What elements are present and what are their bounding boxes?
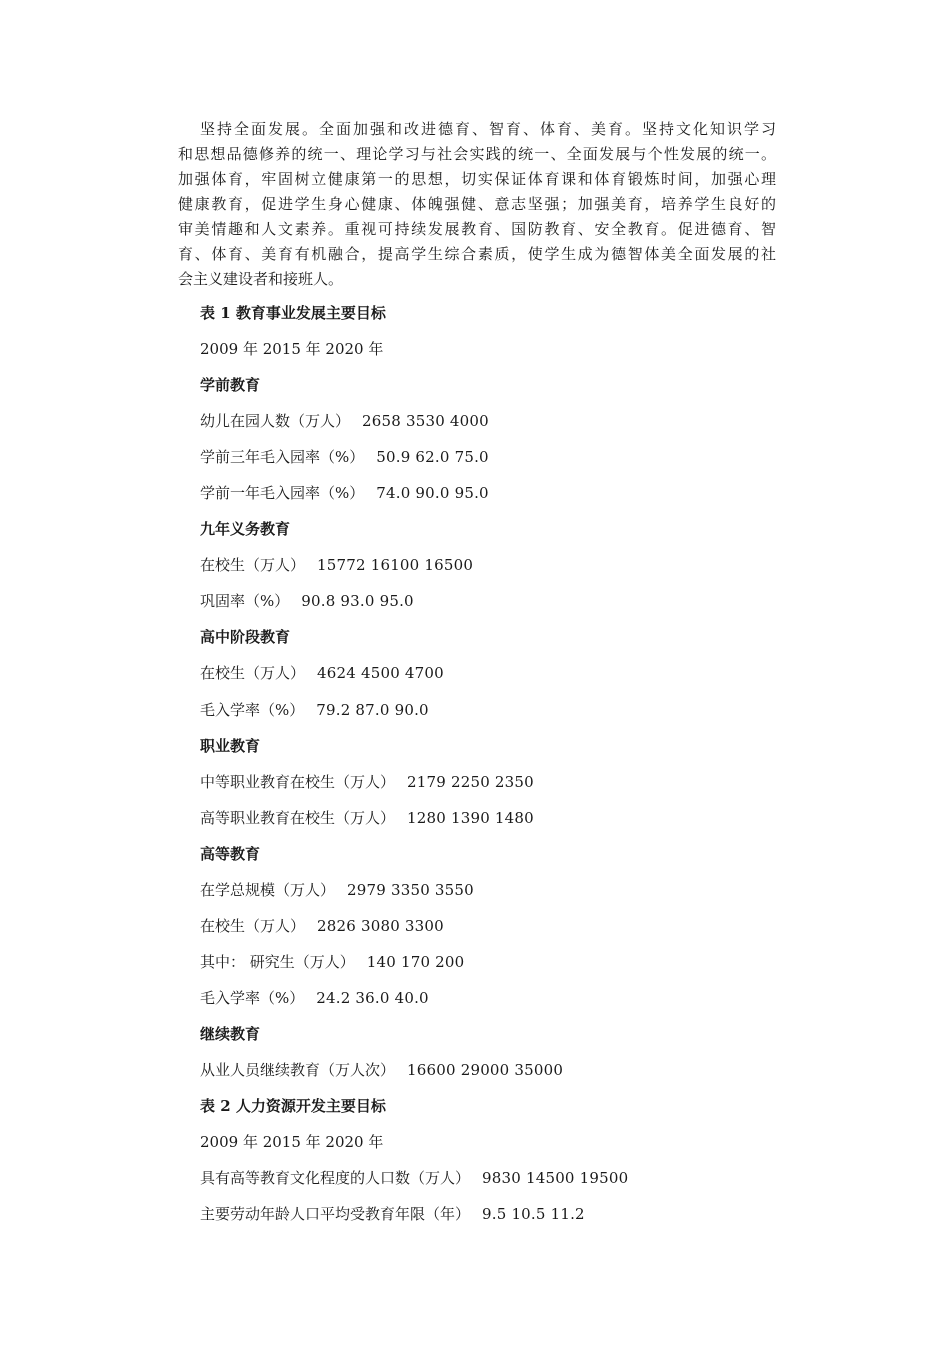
table1-title: 表 1 教育事业发展主要目标 — [200, 304, 386, 322]
row-values: 74.0 90.0 95.0 — [376, 484, 489, 502]
section-heading-continuing: 继续教育 — [200, 1025, 261, 1043]
row-values: 4624 4500 4700 — [317, 664, 444, 682]
row-values: 79.2 87.0 90.0 — [316, 701, 429, 719]
row-label: 中等职业教育在校生（万人） — [200, 773, 396, 791]
table-row — [200, 483, 489, 503]
row-label: 从业人员继续教育（万人次） — [200, 1061, 396, 1079]
table-row — [200, 663, 444, 683]
row-values: 90.8 93.0 95.0 — [301, 592, 414, 610]
row-label: 毛入学率（%） — [200, 701, 305, 719]
row-values: 140 170 200 — [366, 953, 465, 971]
row-values: 9830 14500 19500 — [482, 1169, 629, 1187]
table-row — [200, 988, 429, 1008]
section-heading-higher: 高等教育 — [200, 845, 261, 863]
row-label: 在学总规模（万人） — [200, 881, 336, 899]
row-values: 15772 16100 16500 — [317, 556, 474, 574]
table-row — [200, 555, 473, 575]
paragraph-line: 审美情趣和人文素养。重视可持续发展教育、国防教育、安全教育。促进德育、智 — [178, 220, 776, 238]
section-heading-preschool: 学前教育 — [200, 376, 261, 394]
table1-years-header: 2009 年 2015 年 2020 年 — [200, 340, 384, 358]
table-row — [200, 1204, 585, 1224]
row-values: 9.5 10.5 11.2 — [482, 1205, 585, 1223]
paragraph-line: 育、体育、美育有机融合，提高学生综合素质，使学生成为德智体美全面发展的社 — [178, 245, 776, 263]
table-row — [200, 1060, 563, 1080]
table2-years-header: 2009 年 2015 年 2020 年 — [200, 1133, 384, 1151]
row-values: 1280 1390 1480 — [407, 809, 534, 827]
row-label: 具有高等教育文化程度的人口数（万人） — [200, 1169, 471, 1187]
row-label: 高等职业教育在校生（万人） — [200, 809, 396, 827]
table-row — [200, 880, 474, 900]
paragraph-line: 健康教育，促进学生身心健康、体魄强健、意志坚强；加强美育，培养学生良好的 — [178, 195, 776, 213]
section-heading-vocational: 职业教育 — [200, 737, 261, 755]
row-label: 学前一年毛入园率（%） — [200, 484, 365, 502]
table-row — [200, 411, 489, 431]
row-label: 毛入学率（%） — [200, 989, 305, 1007]
row-label: 在校生（万人） — [200, 664, 306, 682]
row-label: 学前三年毛入园率（%） — [200, 448, 365, 466]
section-heading-senior-high: 高中阶段教育 — [200, 628, 291, 646]
row-label: 主要劳动年龄人口平均受教育年限（年） — [200, 1205, 471, 1223]
row-values: 2979 3350 3550 — [347, 881, 474, 899]
row-label: 幼儿在园人数（万人） — [200, 412, 351, 430]
row-values: 2826 3080 3300 — [317, 917, 444, 935]
row-label: 其中： 研究生（万人） — [200, 953, 355, 971]
table-row — [200, 447, 489, 467]
table-row — [200, 952, 464, 972]
row-values: 16600 29000 35000 — [407, 1061, 564, 1079]
row-values: 24.2 36.0 40.0 — [316, 989, 429, 1007]
table-row — [200, 772, 534, 792]
table-row — [200, 916, 444, 936]
row-label: 巩固率（%） — [200, 592, 290, 610]
paragraph-line: 和思想品德修养的统一、理论学习与社会实践的统一、全面发展与个性发展的统一。 — [178, 145, 776, 163]
row-label: 在校生（万人） — [200, 556, 306, 574]
row-values: 2658 3530 4000 — [362, 412, 489, 430]
table-row — [200, 808, 534, 828]
table-row — [200, 1168, 628, 1188]
section-heading-compulsory: 九年义务教育 — [200, 520, 291, 538]
row-values: 2179 2250 2350 — [407, 773, 534, 791]
row-label: 在校生（万人） — [200, 917, 306, 935]
paragraph-line: 会主义建设者和接班人。 — [178, 270, 344, 288]
table-row — [200, 700, 429, 720]
paragraph-line: 坚持全面发展。全面加强和改进德育、智育、体育、美育。坚持文化知识学习 — [200, 120, 776, 138]
table2-title: 表 2 人力资源开发主要目标 — [200, 1097, 386, 1115]
intro-paragraph — [178, 117, 776, 292]
row-values: 50.9 62.0 75.0 — [376, 448, 489, 466]
table-row — [200, 591, 414, 611]
paragraph-line: 加强体育，牢固树立健康第一的思想，切实保证体育课和体育锻炼时间，加强心理 — [178, 170, 776, 188]
